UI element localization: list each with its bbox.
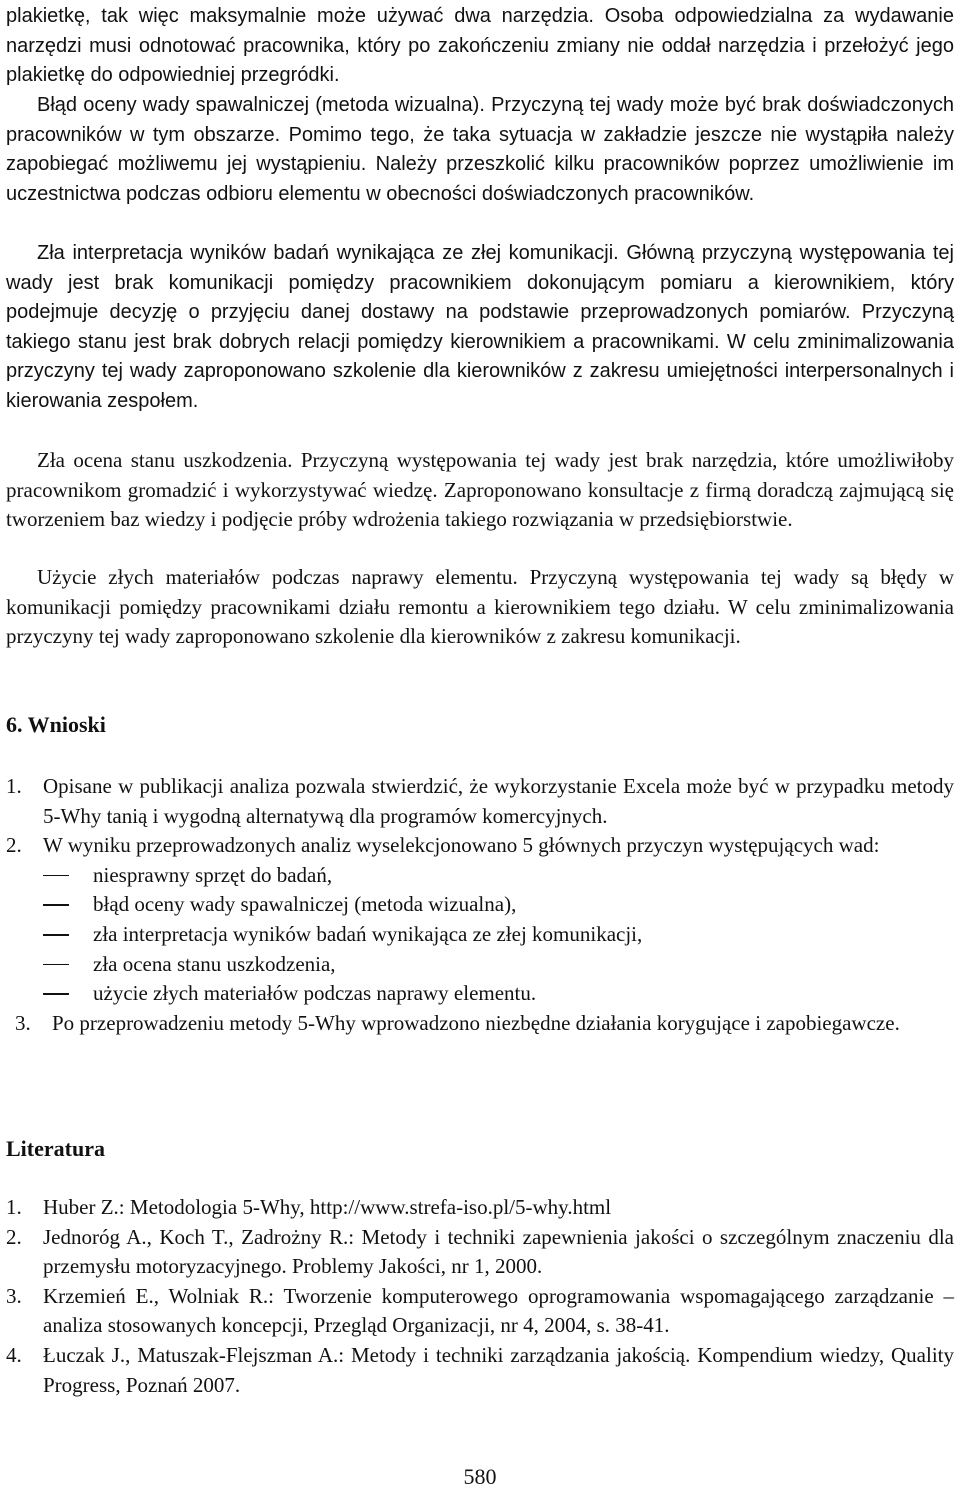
conclusions-heading: 6. Wnioski — [6, 712, 106, 737]
reference-item: 3. Krzemień E., Wolniak R.: Tworzenie komputerowego oprogramowania wspomagającego zarządzanie – analiza stosowanych koncepcji, Przegląd Organizacji, nr 4, 2004, s. 38-41. — [6, 1283, 954, 1338]
conclusions-list — [6, 772, 954, 1038]
causes-list — [43, 861, 954, 1009]
paragraph-weld-assessment: Błąd oceny wady spawalniczej (metoda wizualna). Przyczyną tej wady może być brak doświadczonych pracowników w tym obszarze. Pomimo tego, że taka sytuacja w zakładzie jeszcze nie wystąpiła należy zapobiegać możliwemu jej wystąpieniu. Należy przeszkolić kilku pracowników poprzez umożliwienie im uczestnictwa podczas odbioru elementu w obecności doświadczonych pracowników. — [6, 94, 954, 205]
cause-item: zła ocena stanu uszkodzenia, — [43, 950, 954, 980]
cause-item: błąd oceny wady spawalniczej (metoda wizualna), — [43, 890, 954, 920]
reference-item: 2. Jednoróg A., Koch T., Zadrożny R.: Metody i techniki zapewnienia jakości o szczególnym znaczeniu dla przemysłu motoryzacyjnego. Problemy Jakości, nr 1, 2000. — [6, 1224, 954, 1279]
paragraph-materials: Użycie złych materiałów podczas naprawy elementu. Przyczyną występowania tej wady są błędy w komunikacji pomiędzy pracownikami działu remontu a kierownikiem tego działu. W celu zminimalizowania przyczyny tej wady zaproponowano szkolenie dla kierowników z zakresu komunikacji. — [6, 565, 954, 649]
cause-item: niesprawny sprzęt do badań, — [43, 861, 954, 891]
dash-bullet — [43, 964, 69, 966]
paragraph-interpretation: Zła interpretacja wyników badań wynikająca ze złej komunikacji. Główną przyczyną występowania tej wady jest brak komunikacji pomiędzy pracownikiem dokonującym pomiaru a kierownikiem, który podejmuje decyzję o przyjęciu danej dostawy na podstawie przeprowadzonych pomiarów. Przyczyną takiego stanu jest brak dobrych relacji pomiędzy kierownikiem a pracownikami. W celu zminimalizowania przyczyny tej wady zaproponowano szkolenie dla kierowników z zakresu umiejętności interpersonalnych i kierowania zespołem. — [6, 242, 954, 412]
dash-bullet — [43, 934, 69, 936]
conclusion-item: 1. Opisane w publikacji analiza pozwala stwierdzić, że wykorzystanie Excela może być w przypadku metody 5-Why tanią i wygodną alternatywą dla programów komercyjnych. — [6, 774, 954, 828]
conclusion-item: 2. W wyniku przeprowadzonych analiz wyselekcjonowano 5 głównych przyczyn występujących wad: niesprawny sprzęt do badań, błąd oceny wady spawalniczej (metoda wizualna), zła interpretacja wyników badań wynikająca ze złej komunikacji, zła ocena stanu uszkodzenia, użycie złych materiałów podczas naprawy elementu. — [6, 831, 954, 1009]
references-heading: Literatura — [6, 1136, 105, 1161]
cause-item: użycie złych materiałów podczas naprawy elementu. — [43, 979, 954, 1009]
dash-bullet — [43, 904, 69, 906]
conclusion-item: 3. Po przeprowadzeniu metody 5-Why wprowadzono niezbędne działania korygujące i zapobiegawcze. — [15, 1010, 900, 1035]
dash-bullet — [43, 993, 69, 995]
page-number: 580 — [463, 1464, 497, 1489]
references-list — [6, 1193, 954, 1400]
reference-item: 1. Huber Z.: Metodologia 5-Why, http://www.strefa-iso.pl/5-why.html — [6, 1195, 612, 1219]
cause-item: zła interpretacja wyników badań wynikająca ze złej komunikacji, — [43, 920, 954, 950]
dash-bullet — [43, 875, 69, 877]
paragraph-continuation: plakietkę, tak więc maksymalnie może używać dwa narzędzia. Osoba odpowiedzialna za wydawanie narzędzi musi odnotować pracownika, który po zakończeniu zmiany nie oddał narzędzia i przełożyć jego plakietkę do odpowiedniej przegródki. — [6, 5, 954, 87]
reference-item: 4. Łuczak J., Matuszak-Flejszman A.: Metody i techniki zarządzania jakością. Kompendium wiedzy, Quality Progress, Poznań 2007. — [6, 1342, 954, 1397]
paragraph-damage-assessment: Zła ocena stanu uszkodzenia. Przyczyną występowania tej wady jest brak narzędzia, które umożliwiłoby pracownikom gromadzić i wykorzystywać wiedzę. Zaproponowano konsultacje z firmą doradczą zajmującą się tworzeniem baz wiedzy i podjęcie próby wdrożenia takiego rozwiązania w przedsiębiorstwie. — [6, 448, 954, 532]
